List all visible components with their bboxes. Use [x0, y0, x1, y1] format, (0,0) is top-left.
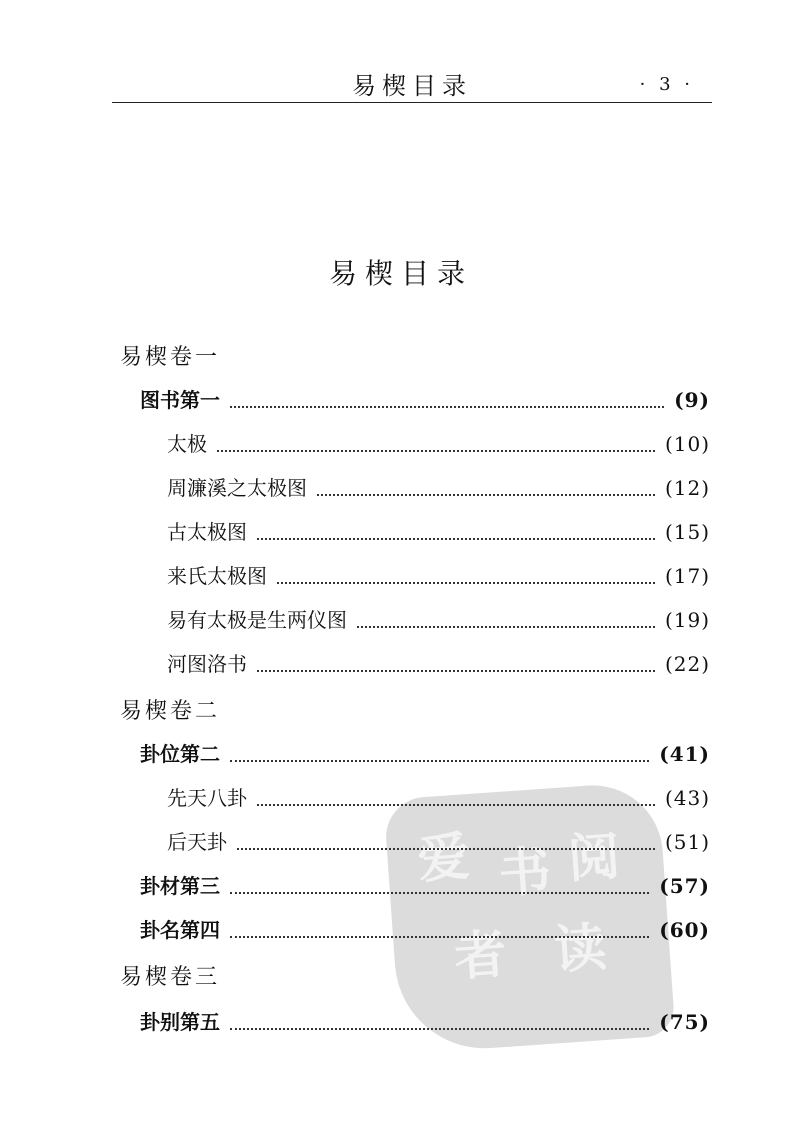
entry-label: 周濂溪之太极图 [167, 476, 307, 500]
entry-page: (41) [659, 742, 710, 766]
toc-entry[interactable] [140, 870, 710, 906]
toc-entry[interactable] [167, 560, 710, 596]
toc-entry[interactable] [167, 516, 710, 552]
entry-page: (51) [664, 830, 710, 854]
volume-label: 易楔卷二 [120, 699, 221, 724]
volume-heading [120, 960, 710, 996]
dot-leader [257, 537, 655, 540]
volume-label: 易楔卷三 [120, 965, 221, 990]
toc-entry[interactable] [167, 782, 710, 818]
toc-entry[interactable] [167, 472, 710, 508]
dot-leader [357, 625, 655, 628]
entry-page: (10) [664, 432, 710, 456]
entry-page: (17) [664, 564, 710, 588]
entry-page: (43) [664, 786, 710, 810]
dot-leader [277, 581, 655, 584]
entry-label: 易有太极是生两仪图 [167, 608, 347, 632]
entry-label: 卦位第二 [140, 742, 220, 766]
volume-heading [120, 694, 710, 730]
toc-entry[interactable] [140, 738, 710, 774]
dot-leader [230, 405, 664, 408]
stamp-char: 读 [552, 916, 609, 982]
volume-heading [120, 340, 710, 376]
entry-page: (15) [664, 520, 710, 544]
entry-label: 来氏太极图 [167, 564, 267, 588]
toc-entry[interactable] [140, 914, 710, 950]
entry-label: 先天八卦 [167, 786, 247, 810]
entry-label: 卦材第三 [140, 874, 220, 898]
entry-label: 古太极图 [167, 520, 247, 544]
page-number: · 3 · [639, 74, 694, 95]
entry-page: (57) [659, 874, 710, 898]
entry-label: 卦名第四 [140, 918, 220, 942]
toc-entry[interactable] [167, 428, 710, 464]
header-rule [112, 102, 712, 103]
entry-page: (60) [659, 918, 710, 942]
entry-page: (22) [664, 652, 710, 676]
entry-label: 河图洛书 [167, 652, 247, 676]
entry-page: (75) [659, 1010, 710, 1034]
entry-label: 图书第一 [140, 388, 220, 412]
dot-leader [230, 1027, 649, 1030]
entry-label: 太极 [167, 432, 207, 456]
dot-leader [257, 669, 655, 672]
dot-leader [230, 935, 649, 938]
stamp-char: 爱 [415, 826, 472, 891]
toc-entry[interactable] [140, 384, 710, 420]
stamp-char: 阅 [565, 825, 623, 891]
toc-entry[interactable] [140, 1006, 710, 1042]
toc-title: 易楔目录 [328, 257, 473, 290]
dot-leader [217, 449, 655, 452]
entry-page: (12) [664, 476, 710, 500]
stamp-char: 者 [452, 923, 509, 989]
volume-label: 易楔卷一 [120, 345, 221, 370]
toc-entry[interactable] [167, 648, 710, 684]
entry-label: 后天卦 [167, 830, 227, 854]
toc-entry[interactable] [167, 604, 710, 640]
stamp-char: 书 [496, 840, 553, 905]
dot-leader [230, 891, 649, 894]
entry-page: (9) [674, 388, 710, 412]
entry-page: (19) [664, 608, 710, 632]
running-header [112, 60, 712, 104]
dot-leader [257, 803, 655, 806]
dot-leader [230, 759, 649, 762]
toc-entry[interactable] [167, 826, 710, 862]
entry-label: 卦别第五 [140, 1010, 220, 1034]
running-title: 易楔目录 [352, 72, 472, 100]
dot-leader [317, 493, 655, 496]
dot-leader [237, 847, 655, 850]
